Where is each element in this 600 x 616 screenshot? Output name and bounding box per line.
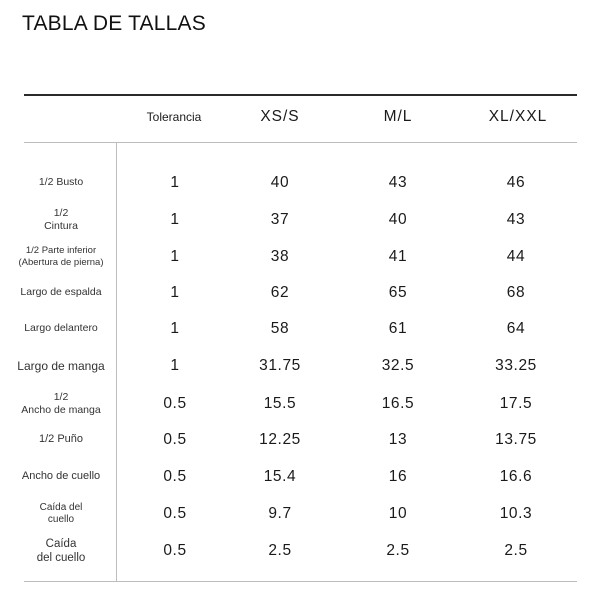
row-label-line: cuello (47, 514, 75, 525)
measurement-cell: 12.25 (259, 431, 301, 448)
measurement-cell: 37 (270, 211, 290, 228)
measurement-cell: 13.75 (495, 431, 537, 448)
measurement-cell: 41 (388, 248, 408, 265)
measurement-cell: 32.5 (381, 357, 415, 374)
measurement-cell: 44 (506, 248, 526, 265)
tolerance-cell: 1 (170, 320, 180, 337)
measurement-cell: 68 (506, 284, 526, 301)
header-divider (24, 142, 577, 143)
table-bottom-rule (24, 581, 577, 582)
header-size-xs-s: XS/S (260, 108, 300, 125)
measurement-cell: 62 (270, 284, 290, 301)
row-label (8, 422, 114, 458)
row-label-line: 1/2 (53, 390, 69, 403)
measurement-cell: 40 (270, 174, 290, 191)
header-size-xl-xxl: XL/XXL (488, 108, 548, 125)
row-label-line: 1/2 Parte inferior (25, 245, 97, 257)
row-label (8, 202, 114, 238)
measurement-cell: 43 (388, 174, 408, 191)
tolerance-cell: 0.5 (163, 505, 187, 522)
header-size-m-l: M/L (383, 108, 413, 125)
measurement-cell: 58 (270, 320, 290, 337)
row-label-line: del cuello (36, 552, 86, 564)
measurement-cell: 13 (388, 431, 408, 448)
measurement-cell: 2.5 (386, 542, 410, 559)
measurement-cell: 16.5 (381, 395, 415, 412)
row-label-line: Cintura (44, 220, 78, 232)
row-label-line: Largo delantero (24, 322, 98, 335)
measurement-cell: 43 (506, 211, 526, 228)
header-tolerance: Tolerancia (146, 110, 202, 124)
row-label-line: Largo de manga (17, 358, 105, 373)
measurement-cell: 2.5 (504, 542, 528, 559)
measurement-cell: 33.25 (495, 357, 537, 374)
measurement-cell: 10 (388, 505, 408, 522)
row-label (8, 311, 114, 347)
tolerance-cell: 0.5 (163, 468, 187, 485)
measurement-cell: 16.6 (499, 468, 533, 485)
measurement-cell: 40 (388, 211, 408, 228)
row-label-line: 1/2 Puño (38, 433, 84, 446)
tolerance-cell: 0.5 (163, 395, 187, 412)
tolerance-cell: 1 (170, 248, 180, 265)
row-label-line: Caída del (39, 501, 83, 513)
tolerance-cell: 1 (170, 174, 180, 191)
row-label (8, 239, 114, 275)
measurement-cell: 2.5 (268, 542, 292, 559)
row-label-line: Ancho de manga (21, 404, 101, 416)
measurement-cell: 65 (388, 284, 408, 301)
measurement-cell: 31.75 (259, 357, 301, 374)
page-title: TABLA DE TALLAS (22, 12, 206, 35)
measurement-cell: 16 (388, 468, 408, 485)
row-label-line: Caída (45, 537, 77, 550)
measurement-cell: 38 (270, 248, 290, 265)
tolerance-cell: 1 (170, 211, 180, 228)
measurement-cell: 64 (506, 320, 526, 337)
measurement-cell: 17.5 (499, 395, 533, 412)
label-column-divider (116, 142, 117, 582)
measurement-cell: 10.3 (499, 505, 533, 522)
row-label-line: 1/2 Busto (38, 176, 84, 189)
measurement-cell: 15.4 (263, 468, 297, 485)
measurement-cell: 46 (506, 174, 526, 191)
tolerance-cell: 1 (170, 284, 180, 301)
row-label (8, 386, 114, 422)
measurement-cell: 9.7 (268, 505, 292, 522)
row-label-line: Ancho de cuello (21, 470, 101, 483)
measurement-cell: 15.5 (263, 395, 297, 412)
row-label-line: 1/2 (53, 206, 69, 219)
row-label (8, 533, 114, 569)
row-label-line: (Abertura de pierna) (18, 257, 104, 268)
tolerance-cell: 0.5 (163, 542, 187, 559)
measurement-cell: 61 (388, 320, 408, 337)
row-label (8, 275, 114, 311)
table-top-rule (24, 94, 577, 96)
row-label-line: Largo de espalda (20, 286, 102, 299)
tolerance-cell: 0.5 (163, 431, 187, 448)
tolerance-cell: 1 (170, 357, 180, 374)
row-label (8, 496, 114, 532)
row-label (8, 348, 114, 384)
row-label (8, 165, 114, 201)
row-label (8, 459, 114, 495)
